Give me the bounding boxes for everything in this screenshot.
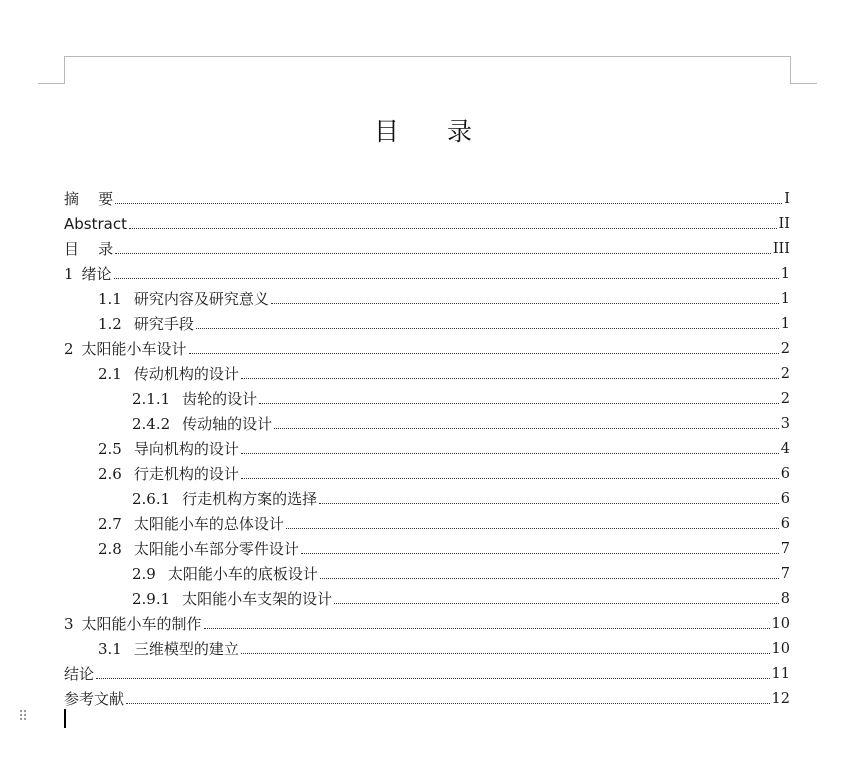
- toc-entry[interactable]: [64, 584, 790, 609]
- toc-dot-leader: [126, 703, 770, 704]
- toc-dot-leader: [204, 628, 770, 629]
- toc-entry[interactable]: [64, 184, 790, 209]
- toc-entry-number: 1.1: [98, 290, 122, 308]
- toc-entry[interactable]: [64, 659, 790, 684]
- header-corner-right-mark: [790, 83, 817, 84]
- toc-entry-number: 2.6: [98, 465, 122, 483]
- toc-entry[interactable]: [64, 684, 790, 709]
- toc-dot-leader: [334, 603, 779, 604]
- toc-page-number: II: [778, 216, 790, 232]
- toc-dot-leader: [320, 578, 779, 579]
- toc-entry-number: 2.6.1: [132, 490, 171, 508]
- toc-entry-number: 2.9.1: [132, 590, 171, 608]
- toc-dot-leader: [259, 403, 779, 404]
- toc-dot-leader: [115, 203, 782, 204]
- toc-page-number: 10: [771, 641, 790, 657]
- toc-entry-title: 导向机构的设计: [133, 440, 239, 458]
- toc-entry[interactable]: [64, 409, 790, 434]
- toc-page-number: 1: [780, 266, 790, 282]
- toc-entry-title: 行走机构方案的选择: [182, 490, 318, 508]
- toc-entry-number: 2.5: [98, 440, 122, 458]
- toc-page-number: III: [772, 241, 790, 257]
- toc-entry-title: 齿轮的设计: [182, 390, 258, 408]
- toc-entry[interactable]: [64, 534, 790, 559]
- toc-dot-leader: [241, 653, 770, 654]
- toc-entry-number: 2: [64, 340, 74, 358]
- toc-page-number: 2: [780, 366, 790, 382]
- toc-entry[interactable]: [64, 509, 790, 534]
- toc-page-number: 6: [780, 516, 790, 532]
- toc-entry-title: Abstract: [64, 215, 127, 233]
- toc-dot-leader: [241, 453, 779, 454]
- toc-page-number: 1: [780, 291, 790, 307]
- toc-dot-leader: [286, 528, 779, 529]
- toc-entry-title: 研究手段: [133, 315, 194, 333]
- toc-dot-leader: [189, 353, 779, 354]
- toc-page-number: 1: [780, 316, 790, 332]
- header-corner-right: [790, 56, 791, 83]
- toc-page-number: 11: [771, 666, 790, 682]
- header-boundary-line: [64, 56, 790, 57]
- header-corner-left: [64, 56, 65, 83]
- text-cursor: [64, 709, 66, 728]
- table-of-contents: [64, 184, 790, 709]
- toc-dot-leader: [96, 678, 770, 679]
- toc-page-number: 7: [780, 541, 790, 557]
- toc-entry-title: 太阳能小车部分零件设计: [133, 540, 299, 558]
- toc-entry-number: 2.9: [132, 565, 156, 583]
- toc-entry-title: 太阳能小车设计: [81, 340, 187, 358]
- toc-entry-number: 2.1: [98, 365, 122, 383]
- toc-entry[interactable]: [64, 309, 790, 334]
- toc-entry[interactable]: [64, 609, 790, 634]
- toc-entry-title: 摘 要: [64, 190, 114, 208]
- toc-page-number: 12: [771, 691, 790, 707]
- header-corner-left-mark: [38, 83, 65, 84]
- toc-dot-leader: [319, 503, 779, 504]
- toc-entry[interactable]: [64, 459, 790, 484]
- toc-entry-title: 研究内容及研究意义: [133, 290, 269, 308]
- toc-page-number: I: [784, 191, 790, 207]
- toc-dot-leader: [196, 328, 779, 329]
- toc-entry-title: 结论: [64, 665, 95, 683]
- toc-entry[interactable]: [64, 634, 790, 659]
- toc-page-number: 6: [780, 466, 790, 482]
- toc-page-number: 3: [780, 416, 790, 432]
- toc-dot-leader: [115, 253, 771, 254]
- toc-entry-title: 三维模型的建立: [133, 640, 239, 658]
- toc-page-number: 6: [780, 491, 790, 507]
- toc-dot-leader: [241, 478, 779, 479]
- toc-page-number: 4: [780, 441, 790, 457]
- toc-page-number: 8: [780, 591, 790, 607]
- page-title: 目 录: [374, 117, 492, 146]
- toc-entry-number: 2.4.2: [132, 415, 171, 433]
- toc-entry-number: 1.2: [98, 315, 122, 333]
- toc-page-number: 2: [780, 341, 790, 357]
- toc-entry[interactable]: [64, 234, 790, 259]
- toc-entry-title: 传动机构的设计: [133, 365, 239, 383]
- toc-entry-title: 目 录: [64, 240, 114, 258]
- toc-entry[interactable]: [64, 334, 790, 359]
- toc-dot-leader: [301, 553, 779, 554]
- toc-page-number: 10: [771, 616, 790, 632]
- toc-entry-title: 绪论: [81, 265, 112, 283]
- toc-entry-title: 太阳能小车的底板设计: [167, 565, 318, 583]
- toc-page-number: 7: [780, 566, 790, 582]
- toc-entry[interactable]: [64, 559, 790, 584]
- toc-dot-leader: [271, 303, 779, 304]
- toc-entry-number: 2.7: [98, 515, 122, 533]
- toc-dot-leader: [274, 428, 779, 429]
- toc-entry-title: 太阳能小车的总体设计: [133, 515, 284, 533]
- toc-page-number: 2: [780, 391, 790, 407]
- toc-entry-title: 传动轴的设计: [182, 415, 273, 433]
- toc-dot-leader: [241, 378, 779, 379]
- toc-entry-title: 行走机构的设计: [133, 465, 239, 483]
- toc-entry[interactable]: [64, 209, 790, 234]
- toc-entry-number: 3.1: [98, 640, 122, 658]
- toc-entry[interactable]: [64, 484, 790, 509]
- toc-entry-title: 太阳能小车支架的设计: [182, 590, 333, 608]
- toc-entry[interactable]: [64, 359, 790, 384]
- drag-handle-icon[interactable]: ⠿: [18, 709, 29, 725]
- toc-entry-title: 参考文献: [64, 690, 125, 708]
- toc-entry-number: 2.1.1: [132, 390, 171, 408]
- toc-entry-number: 2.8: [98, 540, 122, 558]
- toc-dot-leader: [129, 228, 777, 229]
- toc-entry-number: 3: [64, 615, 74, 633]
- toc-entry[interactable]: [64, 259, 790, 284]
- toc-entry[interactable]: [64, 434, 790, 459]
- toc-dot-leader: [114, 278, 779, 279]
- toc-entry[interactable]: [64, 284, 790, 309]
- toc-entry-title: 太阳能小车的制作: [81, 615, 202, 633]
- toc-entry[interactable]: [64, 384, 790, 409]
- toc-entry-number: 1: [64, 265, 74, 283]
